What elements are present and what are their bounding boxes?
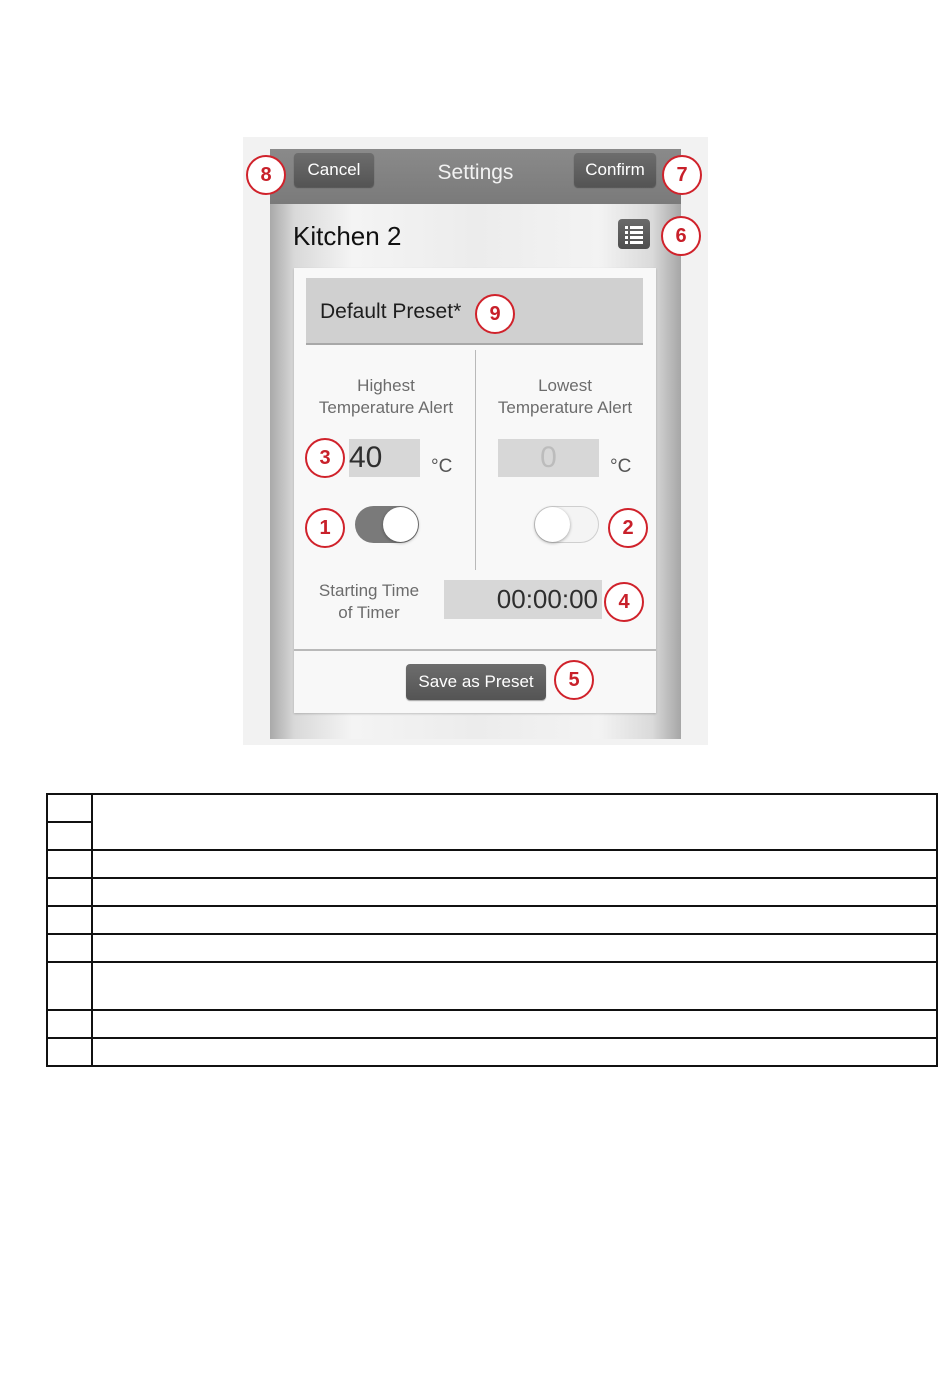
table-cell bbox=[47, 794, 92, 822]
table-cell bbox=[92, 850, 937, 878]
highest-temp-input[interactable] bbox=[349, 439, 420, 477]
highest-alert-label-line1: Highest bbox=[357, 376, 415, 395]
callout-3: 3 bbox=[305, 438, 345, 478]
table-cell bbox=[47, 1038, 92, 1066]
highest-alert-label bbox=[296, 375, 476, 419]
cancel-button[interactable]: Cancel bbox=[294, 153, 374, 187]
timer-label-line1: Starting Time bbox=[318, 581, 420, 600]
table-cell bbox=[47, 850, 92, 878]
toggle-knob bbox=[535, 507, 570, 542]
highest-temp-unit: °C bbox=[431, 456, 453, 477]
table-cell bbox=[92, 878, 937, 906]
callout-5: 5 bbox=[554, 660, 594, 700]
lowest-temp-input[interactable]: 0 bbox=[498, 439, 599, 477]
timer-label-line2: of Timer bbox=[338, 603, 400, 622]
toggle-knob bbox=[383, 507, 418, 542]
callout-9: 9 bbox=[475, 294, 515, 334]
list-icon[interactable] bbox=[618, 219, 650, 249]
table-cell bbox=[92, 906, 937, 934]
lowest-alert-label-line2: Temperature Alert bbox=[497, 398, 633, 417]
lowest-alert-toggle[interactable] bbox=[534, 506, 599, 543]
settings-panel bbox=[294, 268, 656, 713]
confirm-button[interactable]: Confirm bbox=[574, 153, 656, 187]
lowest-alert-label-line1: Lowest bbox=[538, 376, 592, 395]
table-cell bbox=[92, 934, 937, 962]
table-cell bbox=[47, 878, 92, 906]
table-cell bbox=[47, 906, 92, 934]
lowest-temp-unit: °C bbox=[610, 456, 632, 477]
save-as-preset-button[interactable]: Save as Preset bbox=[406, 664, 546, 700]
preset-name: Default Preset* bbox=[320, 300, 462, 323]
callout-4: 4 bbox=[604, 582, 644, 622]
callout-1: 1 bbox=[305, 508, 345, 548]
table-cell bbox=[47, 962, 92, 1010]
highest-alert-toggle[interactable] bbox=[355, 506, 419, 543]
legend-table bbox=[46, 793, 938, 1067]
room-name: Kitchen 2 bbox=[293, 221, 402, 251]
highest-alert-label-line2: Temperature Alert bbox=[318, 398, 454, 417]
highest-temp-value: 40 bbox=[349, 441, 383, 474]
callout-8: 8 bbox=[246, 155, 286, 195]
screen-title: Settings bbox=[437, 161, 514, 184]
top-bar bbox=[270, 149, 681, 204]
callout-7: 7 bbox=[662, 155, 702, 195]
timer-start-input[interactable]: 00:00:00 bbox=[444, 580, 602, 619]
callout-2: 2 bbox=[608, 508, 648, 548]
table-cell bbox=[92, 794, 937, 850]
table-cell bbox=[47, 822, 92, 850]
table-cell bbox=[92, 1010, 937, 1038]
table-cell bbox=[92, 962, 937, 1010]
callout-6: 6 bbox=[661, 216, 701, 256]
table-cell bbox=[92, 1038, 937, 1066]
timer-label bbox=[304, 580, 434, 624]
table-cell bbox=[47, 934, 92, 962]
table-cell bbox=[47, 1010, 92, 1038]
lowest-alert-label bbox=[475, 375, 655, 419]
panel-divider bbox=[294, 649, 656, 651]
